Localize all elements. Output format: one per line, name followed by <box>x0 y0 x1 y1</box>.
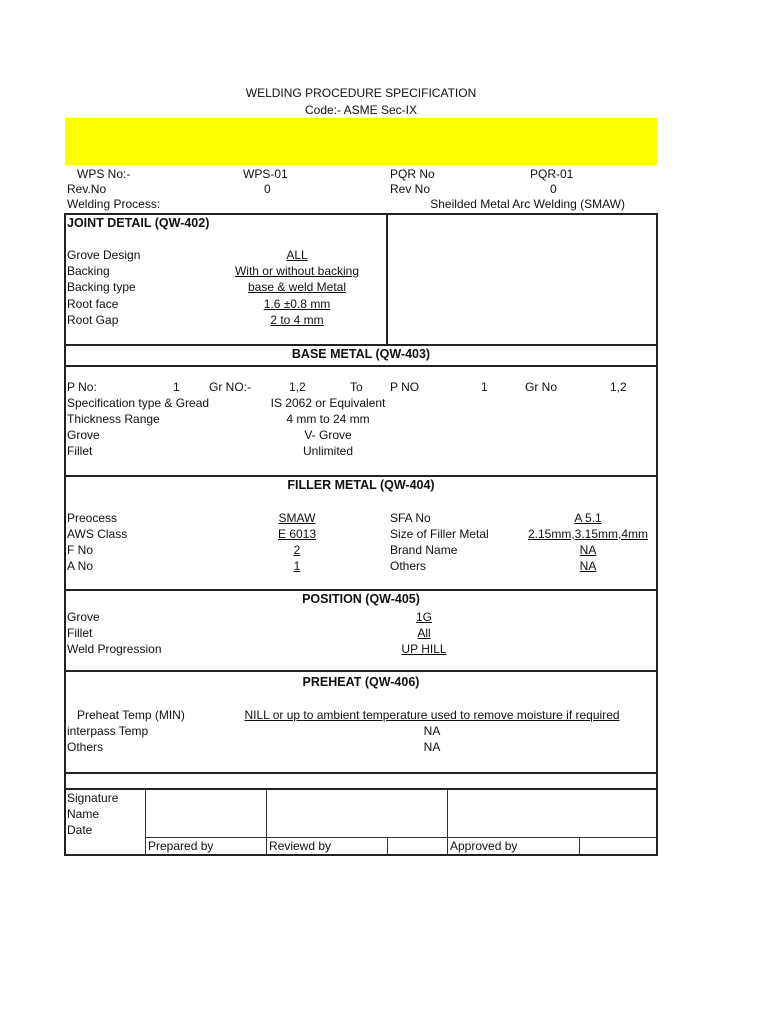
base-label: Fillet <box>67 444 93 458</box>
filler-value: NA <box>579 559 597 573</box>
filler-label: A No <box>67 559 94 573</box>
filler-value: 1 <box>293 559 301 573</box>
grno-value: 1,2 <box>289 380 306 394</box>
grno2-value: 1,2 <box>610 380 627 394</box>
filler-value: NA <box>579 543 597 557</box>
filler-value: A 5.1 <box>574 511 602 525</box>
approved-by-label: Approved by <box>450 839 518 853</box>
base-title: BASE METAL (QW-403) <box>291 347 431 361</box>
base-value: Unlimited <box>302 444 354 458</box>
preheat-title: PREHEAT (QW-406) <box>302 675 420 689</box>
filler-label: AWS Class <box>67 527 128 541</box>
joint-label: Root Gap <box>67 313 119 327</box>
joint-value: base & weld Metal <box>247 280 347 294</box>
base-label: Grove <box>67 428 100 442</box>
base-value: IS 2062 or Equivalent <box>270 396 386 410</box>
preheat-label: Preheat Temp (MIN) <box>77 708 185 722</box>
joint-label: Backing type <box>67 280 136 294</box>
position-value: 1G <box>415 610 433 624</box>
position-label: Fillet <box>67 626 93 640</box>
preheat-label: interpass Temp <box>67 724 149 738</box>
position-label: Grove <box>67 610 100 624</box>
date-label: Date <box>67 823 93 837</box>
process-label: Welding Process: <box>67 197 161 211</box>
pno-label: P No: <box>67 380 97 394</box>
pno-value: 1 <box>173 380 180 394</box>
position-value: UP HILL <box>401 642 447 656</box>
base-label: Specification type & Gread <box>67 396 210 410</box>
base-value: V- Grove <box>304 428 352 442</box>
filler-value: SMAW <box>278 511 316 525</box>
filler-label: Size of Filler Metal <box>390 527 489 541</box>
name-label: Name <box>67 807 100 821</box>
filler-label: Preocess <box>67 511 118 525</box>
rev2-value: 0 <box>550 182 557 196</box>
joint-label: Root face <box>67 297 119 311</box>
position-label: Weld Progression <box>67 642 162 656</box>
joint-divider <box>386 213 388 346</box>
pqr-label: PQR No <box>390 167 435 181</box>
process-value: Sheilded Metal Arc Welding (SMAW) <box>430 197 625 211</box>
pno2-value: 1 <box>481 380 488 394</box>
filler-value: 2 <box>293 543 301 557</box>
joint-label: Backing <box>67 264 110 278</box>
joint-value: 1.6 ±0.8 mm <box>263 297 331 311</box>
preheat-value: NA <box>423 740 441 754</box>
reviewed-by-label: Reviewd by <box>269 839 332 853</box>
preheat-value: NA <box>423 724 441 738</box>
position-value: All <box>417 626 431 640</box>
filler-label: F No <box>67 543 94 557</box>
highlight-band <box>65 118 657 165</box>
rev2-label: Rev No <box>390 182 431 196</box>
filler-label: Others <box>390 559 427 573</box>
joint-value: With or without backing <box>234 264 360 278</box>
to-label: To <box>350 380 363 394</box>
position-title: POSITION (QW-405) <box>302 592 420 606</box>
pno2-label: P NO <box>390 380 420 394</box>
base-label: Thickness Range <box>67 412 160 426</box>
preheat-value: NILL or up to ambient temperature used to remove moisture if required <box>244 708 620 722</box>
rev-label: Rev.No <box>67 182 107 196</box>
grno-label: Gr NO:- <box>209 380 251 394</box>
pqr-value: PQR-01 <box>530 167 574 181</box>
filler-value: 2.15mm,3.15mm,4mm <box>527 527 649 541</box>
prepared-by-label: Prepared by <box>148 839 214 853</box>
filler-value: E 6013 <box>277 527 317 541</box>
grno2-label: Gr No <box>525 380 558 394</box>
filler-label: Brand Name <box>390 543 458 557</box>
filler-label: SFA No <box>390 511 431 525</box>
wps-label: WPS No:- <box>77 167 131 181</box>
joint-value: ALL <box>286 248 308 262</box>
wps-value: WPS-01 <box>243 167 288 181</box>
preheat-label: Others <box>67 740 104 754</box>
joint-title: JOINT DETAIL (QW-402) <box>67 216 210 230</box>
joint-label: Grove Design <box>67 248 141 262</box>
document-title: WELDING PROCEDURE SPECIFICATION <box>245 86 477 100</box>
document-code: Code:- ASME Sec-IX <box>304 103 418 117</box>
base-value: 4 mm to 24 mm <box>286 412 370 426</box>
joint-value: 2 to 4 mm <box>270 313 324 327</box>
filler-title: FILLER METAL (QW-404) <box>287 478 435 492</box>
rev-value: 0 <box>264 182 271 196</box>
signature-label: Signature <box>67 791 119 805</box>
